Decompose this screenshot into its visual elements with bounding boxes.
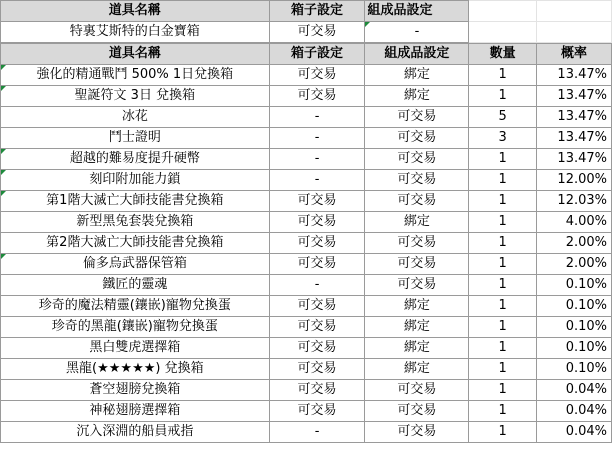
- item-name-cell[interactable]: [1, 65, 270, 86]
- box-setting-cell-text: 可交易: [297, 193, 337, 208]
- quantity-cell[interactable]: [469, 338, 537, 359]
- component-setting-cell[interactable]: [365, 422, 469, 443]
- item-name-cell[interactable]: [1, 275, 270, 296]
- summary-header-component[interactable]: 組成品設定: [365, 1, 469, 22]
- item-name-cell-text: 蒼空翅膀兌換箱: [89, 382, 181, 397]
- item-name-cell-text: 冰花: [121, 109, 148, 124]
- component-setting-cell[interactable]: [365, 317, 469, 338]
- header-item-name[interactable]: 道具名稱: [1, 44, 270, 65]
- box-setting-cell[interactable]: [269, 401, 365, 422]
- component-setting-cell[interactable]: [365, 212, 469, 233]
- table-row: [1, 191, 612, 212]
- empty-cell[interactable]: [469, 1, 537, 22]
- table-row: [1, 128, 612, 149]
- rate-cell[interactable]: [537, 212, 612, 233]
- box-setting-cell-text: 可交易: [297, 340, 337, 355]
- item-name-cell[interactable]: [1, 422, 270, 443]
- box-setting-cell-text: -: [314, 130, 320, 145]
- quantity-cell-text: 1: [498, 403, 507, 418]
- item-header-row: [1, 44, 612, 65]
- component-setting-cell-text: 綁定: [403, 88, 430, 103]
- table-row: [1, 275, 612, 296]
- box-setting-cell[interactable]: [269, 65, 365, 86]
- box-setting-cell-text: 可交易: [297, 235, 337, 250]
- component-setting-cell-text: 可交易: [397, 193, 437, 208]
- box-setting-cell[interactable]: [269, 296, 365, 317]
- component-setting-cell-text: 綁定: [403, 67, 430, 82]
- error-flag-icon: [1, 149, 6, 154]
- component-setting-cell[interactable]: [365, 338, 469, 359]
- quantity-cell-text: 1: [498, 235, 507, 250]
- item-name-cell-text: 強化的精通戰鬥 500% 1日兌換箱: [36, 67, 234, 82]
- rate-cell-text: 4.00%: [565, 214, 607, 229]
- summary-header-name[interactable]: 道具名稱: [1, 1, 270, 22]
- quantity-cell[interactable]: [469, 254, 537, 275]
- rate-cell[interactable]: [537, 149, 612, 170]
- component-setting-cell[interactable]: [365, 86, 469, 107]
- rate-cell[interactable]: [537, 275, 612, 296]
- item-name-cell[interactable]: [1, 212, 270, 233]
- table-row: [1, 149, 612, 170]
- rate-cell-text: 0.10%: [565, 340, 607, 355]
- item-name-cell-text: 珍奇的黑龍(鑲嵌)寵物兌換蛋: [51, 319, 218, 334]
- item-name-cell[interactable]: [1, 401, 270, 422]
- box-setting-cell[interactable]: [269, 380, 365, 401]
- quantity-cell-text: 1: [498, 361, 507, 376]
- box-setting-cell[interactable]: [269, 212, 365, 233]
- rate-cell-text: 13.47%: [557, 130, 607, 145]
- item-name-cell-text: 沉入深淵的船員戒指: [76, 424, 194, 439]
- error-flag-icon: [1, 65, 6, 70]
- item-name-cell[interactable]: [1, 296, 270, 317]
- table-row: [1, 86, 612, 107]
- header-box-setting[interactable]: 箱子設定: [269, 44, 365, 65]
- component-setting-cell[interactable]: [365, 275, 469, 296]
- item-name-cell[interactable]: [1, 233, 270, 254]
- box-setting-cell[interactable]: [269, 254, 365, 275]
- quantity-cell-text: 1: [498, 193, 507, 208]
- quantity-cell-text: 1: [498, 277, 507, 292]
- summary-component-value: -: [414, 24, 420, 39]
- summary-table: [0, 0, 612, 43]
- component-setting-cell-text: 可交易: [397, 109, 437, 124]
- item-table: [0, 43, 612, 443]
- rate-cell[interactable]: [537, 359, 612, 380]
- item-name-cell-text: 第2階大滅亡大師技能書兌換箱: [46, 235, 224, 250]
- box-setting-cell-text: 可交易: [297, 256, 337, 271]
- quantity-cell-text: 1: [498, 340, 507, 355]
- quantity-cell[interactable]: [469, 65, 537, 86]
- quantity-cell[interactable]: [469, 275, 537, 296]
- quantity-cell[interactable]: [469, 170, 537, 191]
- quantity-cell-text: 1: [498, 256, 507, 271]
- quantity-cell-text: 1: [498, 151, 507, 166]
- item-name-cell[interactable]: [1, 317, 270, 338]
- rate-cell[interactable]: [537, 170, 612, 191]
- box-setting-cell[interactable]: [269, 170, 365, 191]
- quantity-cell[interactable]: [469, 149, 537, 170]
- item-name-cell-text: 鬥士證明: [108, 130, 161, 145]
- rate-cell-text: 13.47%: [557, 67, 607, 82]
- header-component-setting[interactable]: 組成品設定: [365, 44, 469, 65]
- item-name-cell[interactable]: [1, 254, 270, 275]
- quantity-cell[interactable]: [469, 107, 537, 128]
- rate-cell-text: 0.10%: [565, 298, 607, 313]
- box-setting-cell-text: 可交易: [297, 67, 337, 82]
- quantity-cell[interactable]: [469, 422, 537, 443]
- table-row: [1, 170, 612, 191]
- box-setting-cell-text: -: [314, 424, 320, 439]
- empty-cell[interactable]: [469, 22, 537, 43]
- item-name-cell-text: 第1階大滅亡大師技能書兌換箱: [46, 193, 224, 208]
- quantity-cell-text: 1: [498, 298, 507, 313]
- quantity-cell[interactable]: [469, 296, 537, 317]
- component-setting-cell[interactable]: [365, 380, 469, 401]
- component-setting-cell-text: 綁定: [403, 214, 430, 229]
- item-name-cell-text: 珍奇的魔法精靈(鑲嵌)寵物兌換蛋: [38, 298, 231, 313]
- rate-cell-text: 12.03%: [557, 193, 607, 208]
- box-setting-cell-text: -: [314, 151, 320, 166]
- table-row: [1, 65, 612, 86]
- item-name-cell-text: 鐵匠的靈魂: [102, 277, 168, 292]
- rate-cell-text: 0.04%: [565, 382, 607, 397]
- box-setting-cell[interactable]: [269, 107, 365, 128]
- item-name-cell-text: 超越的難易度提升硬幣: [69, 151, 200, 166]
- item-name-cell[interactable]: [1, 338, 270, 359]
- item-name-cell[interactable]: [1, 128, 270, 149]
- item-name-cell[interactable]: [1, 191, 270, 212]
- summary-component-setting[interactable]: [365, 22, 469, 43]
- rate-cell[interactable]: [537, 317, 612, 338]
- item-name-cell-text: 刻印附加能力鎖: [89, 172, 181, 187]
- component-setting-cell-text: 可交易: [397, 382, 437, 397]
- error-flag-icon: [1, 254, 6, 259]
- error-flag-icon: [1, 191, 6, 196]
- rate-cell[interactable]: [537, 296, 612, 317]
- rate-cell[interactable]: [537, 191, 612, 212]
- quantity-cell[interactable]: [469, 359, 537, 380]
- component-setting-cell[interactable]: [365, 254, 469, 275]
- item-name-cell-text: 黑龍(★★★★★) 兌換箱: [66, 361, 204, 376]
- table-row: [1, 317, 612, 338]
- header-rate[interactable]: 概率: [537, 44, 612, 65]
- box-setting-cell[interactable]: [269, 149, 365, 170]
- component-setting-cell[interactable]: [365, 191, 469, 212]
- box-setting-cell-text: 可交易: [297, 361, 337, 376]
- rate-cell-text: 2.00%: [565, 235, 607, 250]
- quantity-cell-text: 1: [498, 214, 507, 229]
- quantity-cell-text: 1: [498, 172, 507, 187]
- rate-cell-text: 0.04%: [565, 424, 607, 439]
- component-setting-cell-text: 可交易: [397, 172, 437, 187]
- box-setting-cell[interactable]: [269, 128, 365, 149]
- box-setting-cell[interactable]: [269, 86, 365, 107]
- rate-cell-text: 12.00%: [557, 172, 607, 187]
- error-flag-icon: [1, 170, 6, 175]
- box-setting-cell-text: 可交易: [297, 319, 337, 334]
- quantity-cell[interactable]: [469, 401, 537, 422]
- item-name-cell-text: 倫多烏武器保管箱: [82, 256, 187, 271]
- box-setting-cell-text: 可交易: [297, 88, 337, 103]
- quantity-cell-text: 1: [498, 382, 507, 397]
- quantity-cell-text: 1: [498, 88, 507, 103]
- empty-cell[interactable]: [537, 22, 612, 43]
- table-row: [1, 380, 612, 401]
- rate-cell[interactable]: [537, 107, 612, 128]
- item-name-cell[interactable]: [1, 86, 270, 107]
- summary-header-row: [1, 1, 612, 22]
- rate-cell[interactable]: [537, 233, 612, 254]
- quantity-cell-text: 3: [498, 130, 507, 145]
- table-row: [1, 422, 612, 443]
- component-setting-cell[interactable]: [365, 359, 469, 380]
- table-row: [1, 233, 612, 254]
- item-name-cell[interactable]: [1, 149, 270, 170]
- box-setting-cell-text: 可交易: [297, 214, 337, 229]
- quantity-cell[interactable]: [469, 191, 537, 212]
- rate-cell[interactable]: [537, 65, 612, 86]
- component-setting-cell-text: 可交易: [397, 424, 437, 439]
- box-setting-cell[interactable]: [269, 275, 365, 296]
- item-name-cell-text: 新型黑兔套裝兌換箱: [76, 214, 194, 229]
- component-setting-cell[interactable]: [365, 233, 469, 254]
- rate-cell-text: 13.47%: [557, 109, 607, 124]
- component-setting-cell-text: 綁定: [403, 361, 430, 376]
- item-name-cell-text: 黑白雙虎選擇箱: [89, 340, 181, 355]
- quantity-cell-text: 5: [498, 109, 507, 124]
- rate-cell-text: 13.47%: [557, 151, 607, 166]
- quantity-cell[interactable]: [469, 128, 537, 149]
- table-row: [1, 338, 612, 359]
- box-setting-cell[interactable]: [269, 359, 365, 380]
- box-setting-cell[interactable]: [269, 233, 365, 254]
- box-setting-cell[interactable]: [269, 422, 365, 443]
- item-name-cell-text: 神秘翅膀選擇箱: [89, 403, 181, 418]
- box-setting-cell[interactable]: [269, 338, 365, 359]
- component-setting-cell[interactable]: [365, 65, 469, 86]
- table-row: [1, 359, 612, 380]
- component-setting-cell-text: 可交易: [397, 277, 437, 292]
- component-setting-cell[interactable]: [365, 107, 469, 128]
- component-setting-cell-text: 綁定: [403, 340, 430, 355]
- rate-cell-text: 2.00%: [565, 256, 607, 271]
- quantity-cell-text: 1: [498, 424, 507, 439]
- component-setting-cell-text: 綁定: [403, 298, 430, 313]
- rate-cell[interactable]: [537, 422, 612, 443]
- component-setting-cell[interactable]: [365, 296, 469, 317]
- quantity-cell[interactable]: [469, 212, 537, 233]
- item-name-cell[interactable]: [1, 359, 270, 380]
- item-name-cell-text: 聖誕符文 3日 兌換箱: [74, 88, 196, 103]
- box-setting-cell-text: -: [314, 109, 320, 124]
- quantity-cell[interactable]: [469, 86, 537, 107]
- component-setting-cell-text: 可交易: [397, 130, 437, 145]
- rate-cell[interactable]: [537, 380, 612, 401]
- component-setting-cell-text: 可交易: [397, 403, 437, 418]
- box-setting-cell-text: 可交易: [297, 403, 337, 418]
- empty-cell[interactable]: [537, 1, 612, 22]
- rate-cell-text: 0.10%: [565, 277, 607, 292]
- table-row: [1, 401, 612, 422]
- quantity-cell-text: 1: [498, 319, 507, 334]
- box-setting-cell[interactable]: [269, 317, 365, 338]
- header-quantity[interactable]: 數量: [469, 44, 537, 65]
- rate-cell[interactable]: [537, 86, 612, 107]
- component-setting-cell-text: 可交易: [397, 256, 437, 271]
- table-row: [1, 107, 612, 128]
- quantity-cell[interactable]: [469, 317, 537, 338]
- item-name-cell[interactable]: [1, 380, 270, 401]
- component-setting-cell-text: 綁定: [403, 319, 430, 334]
- component-setting-cell[interactable]: [365, 128, 469, 149]
- summary-header-box[interactable]: 箱子設定: [269, 1, 365, 22]
- summary-row: [1, 22, 612, 43]
- summary-item-name[interactable]: 特裏艾斯特的白金寶箱: [1, 22, 270, 43]
- box-setting-cell-text: -: [314, 172, 320, 187]
- summary-box-setting[interactable]: 可交易: [269, 22, 365, 43]
- component-setting-cell[interactable]: [365, 149, 469, 170]
- table-row: [1, 254, 612, 275]
- item-name-cell[interactable]: [1, 170, 270, 191]
- item-name-cell[interactable]: [1, 107, 270, 128]
- box-setting-cell[interactable]: [269, 191, 365, 212]
- component-setting-cell-text: 可交易: [397, 151, 437, 166]
- box-setting-cell-text: 可交易: [297, 298, 337, 313]
- component-setting-cell[interactable]: [365, 401, 469, 422]
- quantity-cell[interactable]: [469, 233, 537, 254]
- box-setting-cell-text: -: [314, 277, 320, 292]
- quantity-cell[interactable]: [469, 380, 537, 401]
- component-setting-cell[interactable]: [365, 170, 469, 191]
- rate-cell-text: 0.10%: [565, 319, 607, 334]
- rate-cell[interactable]: [537, 338, 612, 359]
- rate-cell-text: 0.04%: [565, 403, 607, 418]
- rate-cell[interactable]: [537, 254, 612, 275]
- rate-cell-text: 0.10%: [565, 361, 607, 376]
- quantity-cell-text: 1: [498, 67, 507, 82]
- component-setting-cell-text: 可交易: [397, 235, 437, 250]
- error-flag-icon: [1, 86, 6, 91]
- box-setting-cell-text: 可交易: [297, 382, 337, 397]
- rate-cell[interactable]: [537, 128, 612, 149]
- rate-cell[interactable]: [537, 401, 612, 422]
- table-row: [1, 296, 612, 317]
- error-flag-icon: [365, 22, 370, 27]
- rate-cell-text: 13.47%: [557, 88, 607, 103]
- table-row: [1, 212, 612, 233]
